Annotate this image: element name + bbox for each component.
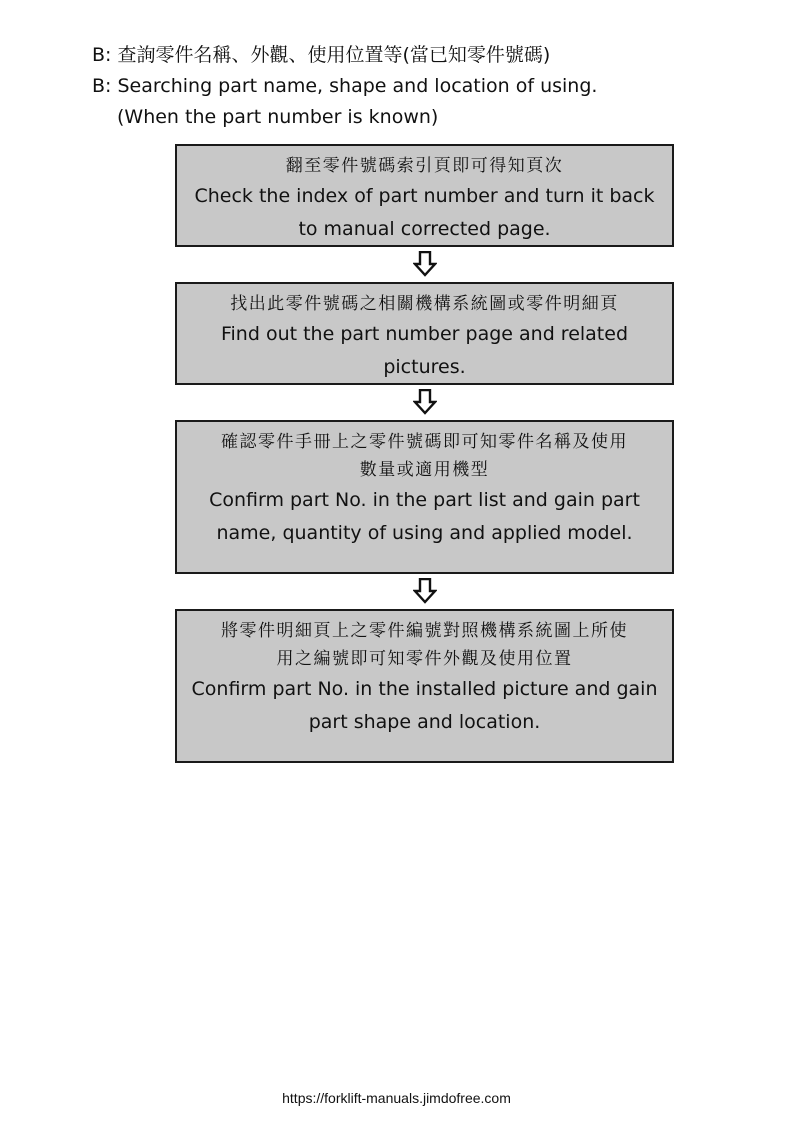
down-arrow-icon [413,251,437,277]
step-en-text: name, quantity of using and applied model. [216,522,633,544]
step-en-text: part shape and location. [308,711,541,733]
step-zh-text: 數量或適用機型 [359,460,490,480]
step-box [175,282,674,385]
step-en-text: to manual corrected page. [298,218,551,240]
down-arrow-icon [413,578,437,604]
step-en-text: Confirm part No. in the part list and gain part [209,489,640,511]
heading-en: B: Searching part name, shape and location of using. [92,75,598,97]
step-zh-text: 找出此零件號碼之相關機構系統圖或零件明細頁 [230,294,619,314]
flow-step-2 [175,282,674,385]
down-arrow-icon [413,389,437,415]
step-box [175,609,674,763]
heading-en-note: (When the part number is known) [117,106,439,128]
step-zh-text: 翻至零件號碼索引頁即可得知頁次 [285,156,564,176]
step-en-text: pictures. [383,356,466,378]
step-box [175,144,674,247]
flow-step-4 [175,609,674,763]
flow-step-1 [175,144,674,247]
heading-zh: B: 查詢零件名稱、外觀、使用位置等(當已知零件號碼) [92,44,551,66]
step-box [175,420,674,574]
step-en-text: Confirm part No. in the installed picture and gain [191,678,658,700]
page-heading [92,40,752,133]
step-en-text: Check the index of part number and turn it back [194,185,655,207]
step-en-text: Find out the part number page and related [220,323,629,345]
step-zh-text: 用之編號即可知零件外觀及使用位置 [276,649,573,669]
step-zh-text: 確認零件手冊上之零件號碼即可知零件名稱及使用 [221,432,628,452]
step-zh-text: 將零件明細頁上之零件編號對照機構系統圖上所使 [221,621,628,641]
flow-step-3 [175,420,674,574]
footer-url: https://forklift-manuals.jimdofree.com [282,1090,511,1106]
